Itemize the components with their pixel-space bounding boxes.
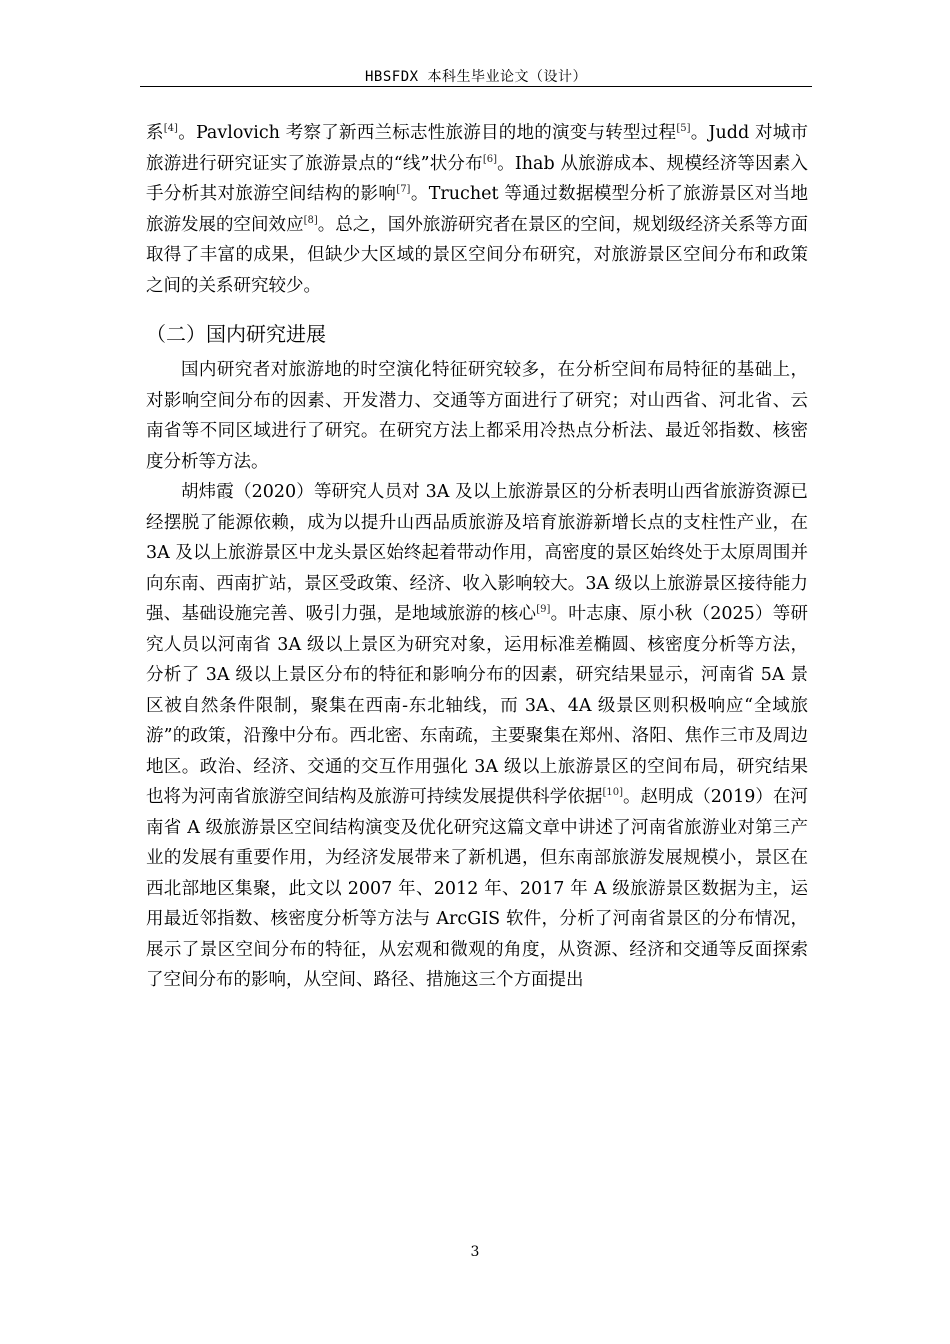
text-run: 系: [146, 123, 164, 143]
citation-10: [10]: [602, 787, 623, 799]
header-rule: [140, 86, 812, 87]
citation-7: [7]: [396, 184, 411, 196]
citation-4: [4]: [163, 123, 178, 135]
text-run: 。Truchet 等通过数据模型分析了旅游景区对当地旅游发展的空间效应: [146, 184, 808, 235]
citation-9: [9]: [536, 604, 551, 616]
citation-5: [5]: [676, 123, 691, 135]
citation-8: [8]: [303, 214, 318, 226]
page-number: 3: [470, 1244, 480, 1260]
text-run: 。Pavlovich 考察了新西兰标志性旅游目的地的演变与转型过程: [177, 123, 677, 143]
paragraph-domestic-overview: 国内研究者对旅游地的时空演化特征研究较多，在分析空间布局特征的基础上，对影响空间分布的因素、开发潜力、交通等方面进行了研究；对山西省、河北省、云南省等不同区域进行了研究。在研究方法上都采用冷热点分析法、最近邻指数、核密度分析等方法。: [146, 360, 808, 472]
paragraph-domestic-studies: [146, 477, 808, 996]
text-run: 。Ihab 从旅游成本、规模经济等因素入手分析其对旅游空间结构的影响: [146, 153, 808, 204]
text-run: 。赵明成（2019）在河南省 A 级旅游景区空间结构演变及优化研究这篇文章中讲述了河南省旅游业对第三产业的发展有重要作用，为经济发展带来了新机遇，但东南部旅游发展规模小，景区在西北部地区集聚，此文以 2007 年、2012 年、2017 年 A 级旅游景区数据为主，运用最近邻指数、核密度分析等方法与 ArcGIS 软件，分析了河南省景区的分布情况，展示了景区空间分布的特征，从宏观和微观的角度，从资源、经济和交通等反面探索了空间分布的影响，从空间、路径、措施这三个方面提出: [146, 787, 808, 990]
running-header: HBSFDX 本科生毕业论文（设计）: [364, 69, 587, 85]
text-run: 。叶志康、原小秋（2025）等研究人员以河南省 3A 级以上景区为研究对象，运用标准差椭圆、核密度分析等方法，分析了 3A 级以上景区分布的特征和影响分布的因素，研究结果显示，河南省 5A 景区被自然条件限制，聚集在西南-东北轴线，而 3A、4A 级景区则积极响应“全域旅游”的政策，沿豫中分布。西北密、东南疏，主要聚集在郑州、洛阳、焦作三市及周边地区。政治、经济、交通的交互作用强化 3A 级以上旅游景区的空间布局，研究结果也将为河南省旅游空间结构及旅游可持续发展提供科学依据: [146, 604, 809, 807]
text-run: 胡炜霞（2020）等研究人员对 3A 及以上旅游景区的分析表明山西省旅游资源已经摆脱了能源依赖，成为以提升山西品质旅游及培育旅游新增长点的支柱性产业，在 3A 及以上旅游景区中龙头景区始终起着带动作用，高密度的景区始终处于太原周围并向东南、西南扩站，景区受政策、经济、收入影响较大。3A 级以上旅游景区接待能力强、基础设施完善、吸引力强，是地域旅游的核心: [146, 482, 808, 624]
body-text: [146, 118, 808, 996]
paragraph-foreign-research: [146, 118, 808, 301]
citation-6: [6]: [482, 153, 497, 165]
text-run: 。Judd 对城市旅游进行研究证实了旅游景点的“线”状分布: [146, 123, 809, 174]
text-run: 。总之，国外旅游研究者在景区的空间，规划级经济关系等方面取得了丰富的成果，但缺少大区域的景区空间分布研究，对旅游景区空间分布和政策之间的关系研究较少。: [146, 214, 809, 296]
section-heading: （二）国内研究进展: [146, 322, 326, 346]
